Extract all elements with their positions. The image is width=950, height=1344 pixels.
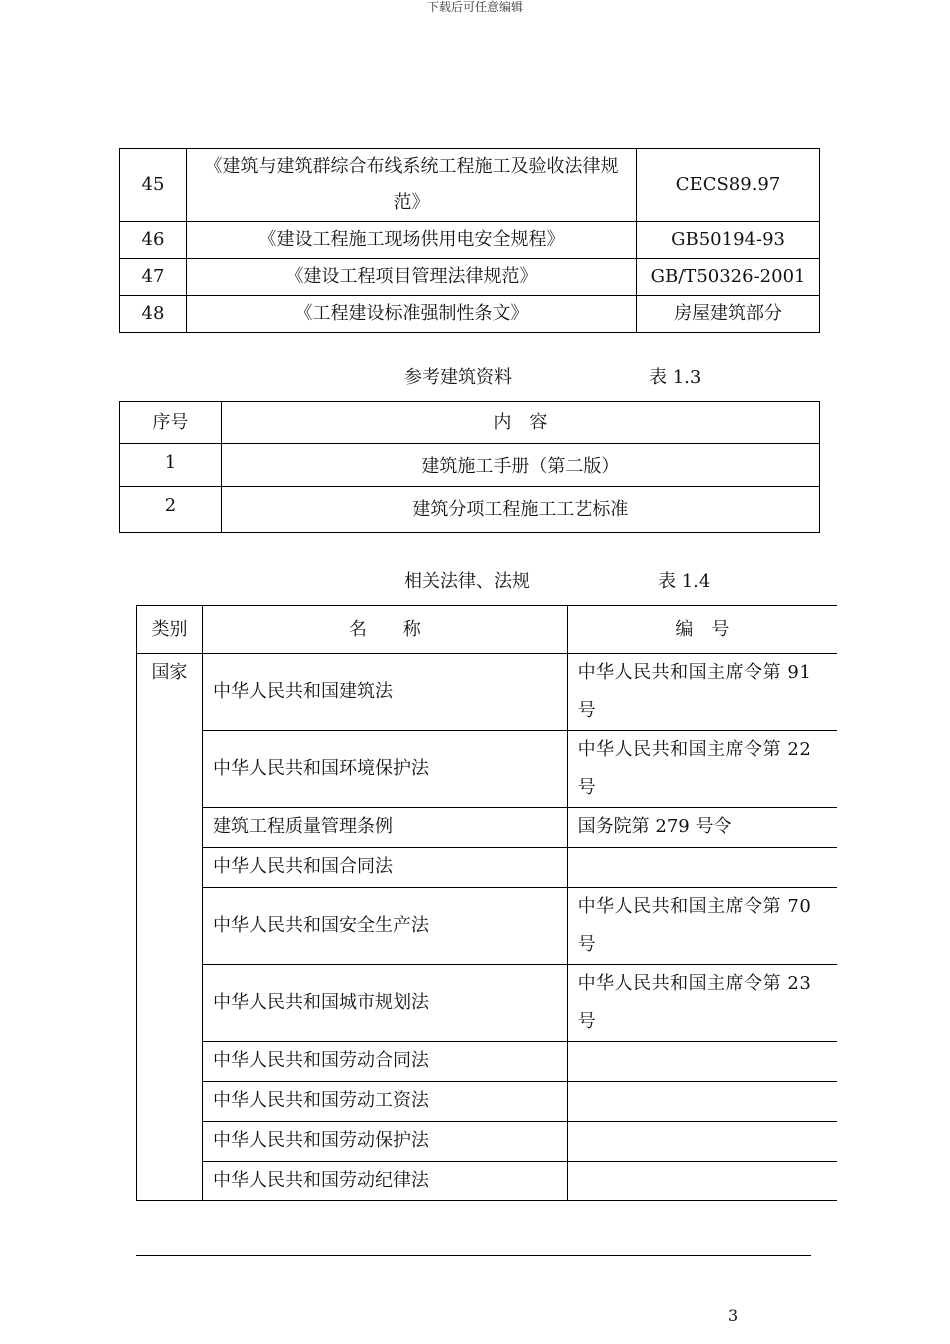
law-name: 中华人民共和国劳动合同法 (202, 1042, 567, 1082)
standard-name: 《工程建设标准强制性条文》 (186, 296, 636, 333)
law-name: 建筑工程质量管理条例 (202, 808, 567, 848)
law-number (567, 848, 837, 888)
table-label: 表 1.4 (658, 571, 711, 592)
table-row (137, 808, 838, 848)
reference-content: 建筑分项工程施工工艺标准 (221, 487, 819, 533)
table-row (120, 487, 820, 533)
row-number: 1 (120, 444, 222, 487)
standard-name: 《建筑与建筑群综合布线系统工程施工及验收法律规范》 (186, 149, 636, 222)
table-row (137, 1122, 838, 1162)
category-cell: 国家 (137, 654, 203, 1201)
table-row (120, 259, 820, 296)
row-number: 47 (120, 259, 187, 296)
law-name: 中华人民共和国劳动纪律法 (202, 1162, 567, 1201)
law-name: 中华人民共和国合同法 (202, 848, 567, 888)
law-name: 中华人民共和国建筑法 (202, 654, 567, 731)
row-number: 45 (120, 149, 187, 222)
law-number: 中华人民共和国主席令第 23 号 (567, 965, 837, 1042)
standard-code: CECS89.97 (637, 149, 820, 222)
page-header: 下载后可任意编辑 (426, 0, 523, 14)
table-row (120, 222, 820, 259)
standard-code: 房屋建筑部分 (637, 296, 820, 333)
row-number: 2 (120, 487, 222, 533)
law-number (567, 1162, 837, 1201)
reference-table (119, 401, 820, 533)
table-caption: 参考建筑资料 (404, 367, 512, 388)
table-row (137, 1082, 838, 1122)
column-header: 类别 (137, 606, 203, 654)
table-row (137, 731, 838, 808)
standards-table (119, 148, 820, 333)
law-number: 中华人民共和国主席令第 22 号 (567, 731, 837, 808)
column-header: 序号 (120, 402, 222, 444)
law-number (567, 1042, 837, 1082)
column-header: 编 号 (567, 606, 837, 654)
table-row (137, 1162, 838, 1201)
table-header-row (120, 402, 820, 444)
footer-divider (136, 1255, 811, 1256)
column-header: 内 容 (221, 402, 819, 444)
table-header-row (137, 606, 838, 654)
table-row (137, 965, 838, 1042)
law-name: 中华人民共和国城市规划法 (202, 965, 567, 1042)
table-row (137, 848, 838, 888)
law-name: 中华人民共和国劳动保护法 (202, 1122, 567, 1162)
law-name: 中华人民共和国安全生产法 (202, 888, 567, 965)
standard-code: GB50194-93 (637, 222, 820, 259)
table-row (120, 444, 820, 487)
law-number (567, 1122, 837, 1162)
table-row (137, 654, 838, 731)
standard-name: 《建设工程施工现场供用电安全规程》 (186, 222, 636, 259)
laws-table (136, 605, 837, 1201)
standard-code: GB/T50326-2001 (637, 259, 820, 296)
row-number: 48 (120, 296, 187, 333)
table-label: 表 1.3 (649, 367, 702, 388)
law-name: 中华人民共和国劳动工资法 (202, 1082, 567, 1122)
law-number: 国务院第 279 号令 (567, 808, 837, 848)
row-number: 46 (120, 222, 187, 259)
reference-content: 建筑施工手册（第二版） (221, 444, 819, 487)
table-row (137, 888, 838, 965)
table-caption: 相关法律、法规 (404, 571, 530, 592)
page-number: 3 (728, 1306, 739, 1325)
column-header: 名 称 (202, 606, 567, 654)
law-number (567, 1082, 837, 1122)
law-number: 中华人民共和国主席令第 70 号 (567, 888, 837, 965)
law-number: 中华人民共和国主席令第 91 号 (567, 654, 837, 731)
table-row (137, 1042, 838, 1082)
standard-name: 《建设工程项目管理法律规范》 (186, 259, 636, 296)
table-row (120, 296, 820, 333)
law-name: 中华人民共和国环境保护法 (202, 731, 567, 808)
table-row (120, 149, 820, 222)
